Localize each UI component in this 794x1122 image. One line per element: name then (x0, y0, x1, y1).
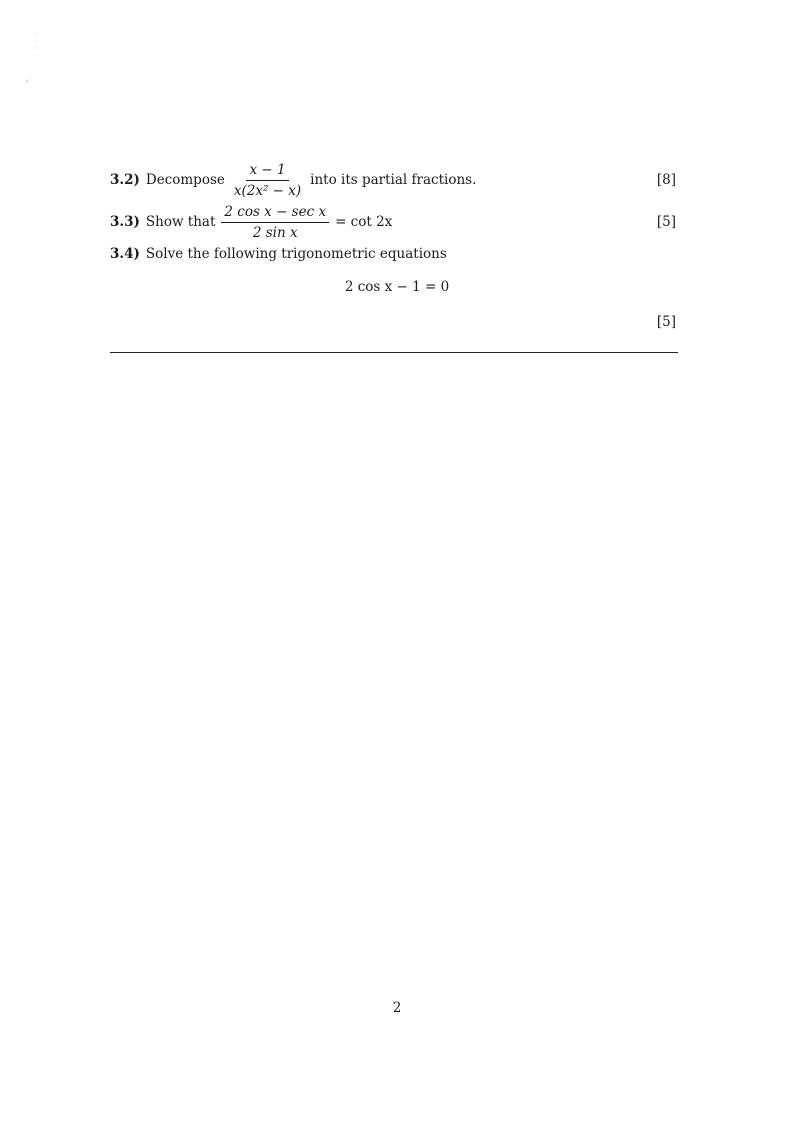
scan-speck: · (34, 44, 37, 53)
marks-label: [5] (656, 314, 676, 330)
fraction (231, 162, 304, 199)
question-lead: Solve the following trigonometric equations (145, 246, 447, 262)
question-lead: Show that (145, 214, 216, 230)
fraction-denominator: x(2x² − x) (233, 182, 302, 199)
question-tail: = cot 2x (335, 214, 393, 230)
question-number: 3.3) (110, 214, 140, 230)
question-3-4 (110, 244, 676, 264)
question-3-2 (110, 162, 676, 198)
page-number: 2 (392, 1000, 402, 1016)
question-3-3 (110, 204, 676, 240)
question-3-4-marks-row (110, 312, 676, 332)
question-tail: into its partial fractions. (310, 172, 477, 188)
fraction-numerator: x − 1 (246, 162, 288, 181)
question-number: 3.2) (110, 172, 140, 188)
section-divider (110, 352, 678, 353)
fraction-numerator: 2 cos x − sec x (221, 204, 329, 223)
marks-label: [8] (656, 172, 676, 188)
equation: 2 cos x − 1 = 0 (344, 279, 450, 295)
question-lead: Decompose (145, 172, 225, 188)
scan-speck: · (34, 30, 37, 39)
fraction (221, 204, 329, 241)
question-number: 3.4) (110, 246, 140, 262)
scan-speck: ‚· (26, 74, 32, 83)
marks-label: [5] (656, 214, 676, 230)
fraction-denominator: 2 sin x (252, 224, 298, 241)
